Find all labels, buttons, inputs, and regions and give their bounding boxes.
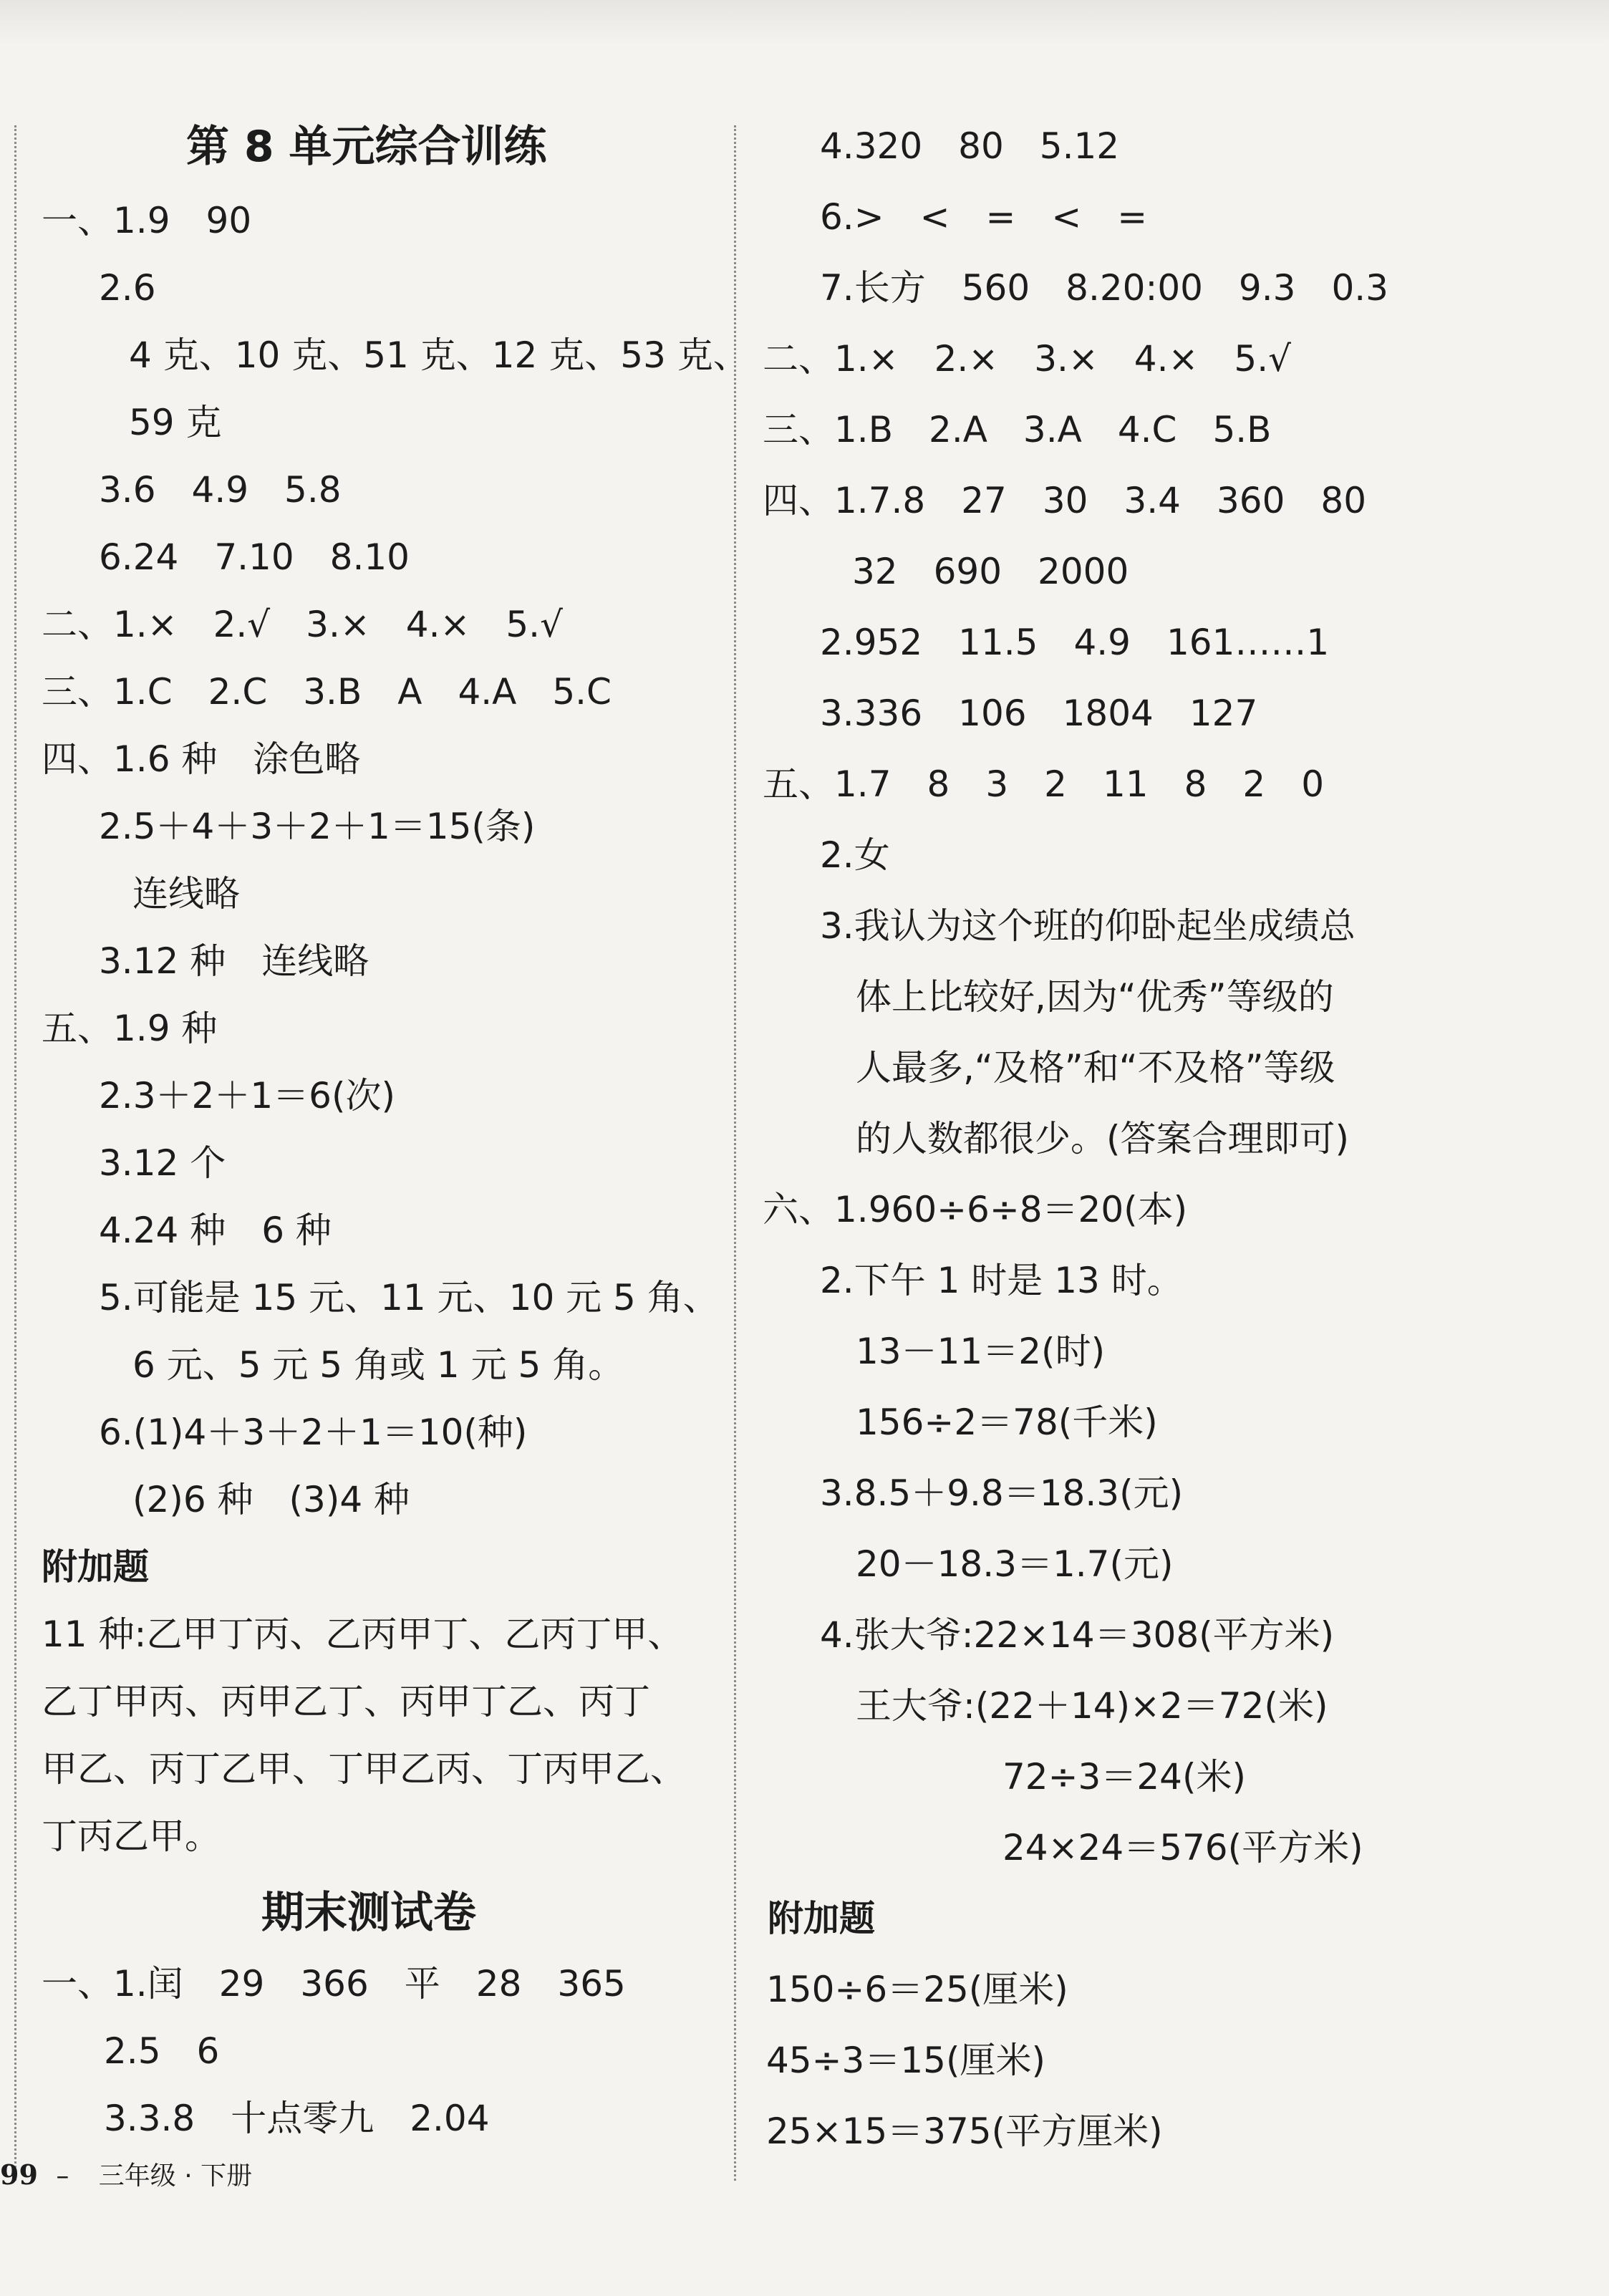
answer-line: 3.我认为这个班的仰卧起坐成绩总 <box>820 905 1356 947</box>
answer-line: 六、1.960÷6÷8＝20(本) <box>763 1189 1188 1230</box>
answer-line: 2.5＋4＋3＋2＋1＝15(条) <box>99 806 536 847</box>
answer-line: 2.952 11.5 4.9 161……1 <box>820 622 1330 663</box>
answer-line: 3.6 4.9 5.8 <box>99 469 342 511</box>
answer-line: 四、1.7.8 27 30 3.4 360 80 <box>763 480 1367 521</box>
answer-line: 三、1.B 2.A 3.A 4.C 5.B <box>763 409 1272 450</box>
answer-line: 6 元、5 元 5 角或 1 元 5 角。 <box>132 1344 624 1386</box>
answer-line: 连线略 <box>132 873 240 915</box>
page-footer <box>0 2159 252 2192</box>
answer-line: 150÷6＝25(厘米) <box>766 1969 1068 2010</box>
section-title-unit8: 第 8 单元综合训练 <box>186 122 547 172</box>
grade-label: 三年级 · 下册 <box>98 2161 253 2191</box>
answer-line: 二、1.× 2.× 3.× 4.× 5.√ <box>763 338 1291 380</box>
answer-line: 6.(1)4＋3＋2＋1＝10(种) <box>99 1412 528 1453</box>
page-number: 99 <box>0 2158 38 2191</box>
answer-line: 4 克、10 克、51 克、12 克、53 克、 <box>129 334 749 376</box>
answer-line: 的人数都很少。(答案合理即可) <box>856 1118 1350 1159</box>
answer-line: 三、1.C 2.C 3.B A 4.A 5.C <box>42 671 612 713</box>
answer-line: 3.12 种 连线略 <box>99 940 369 982</box>
answer-line: 2.女 <box>820 834 890 876</box>
answer-line: 2.下午 1 时是 13 时。 <box>820 1260 1183 1301</box>
answer-line: 6.24 7.10 8.10 <box>99 536 410 578</box>
answer-line: 2.6 <box>99 267 156 309</box>
answer-line: 一、1.闰 29 366 平 28 365 <box>42 1963 626 2005</box>
answer-line: 5.可能是 15 元、11 元、10 元 5 角、 <box>99 1277 719 1318</box>
top-shade <box>0 0 1609 43</box>
footer-dash: – <box>56 2161 69 2191</box>
answer-line: 乙丁甲丙、丙甲乙丁、丙甲丁乙、丙丁 <box>42 1681 650 1722</box>
answer-line: 59 克 <box>129 402 222 443</box>
answer-line: 20－18.3＝1.7(元) <box>856 1543 1174 1585</box>
answer-line: 3.3.8 十点零九 2.04 <box>104 2098 490 2139</box>
bonus-heading: 附加题 <box>768 1898 875 1939</box>
answer-line: 24×24＝576(平方米) <box>1002 1827 1363 1868</box>
answer-line: 7.长方 560 8.20:00 9.3 0.3 <box>820 267 1388 309</box>
answer-line: 二、1.× 2.√ 3.× 4.× 5.√ <box>42 604 563 645</box>
answer-line: (2)6 种 (3)4 种 <box>132 1479 410 1520</box>
answer-line: 甲乙、丙丁乙甲、丁甲乙丙、丁丙甲乙、 <box>42 1748 686 1790</box>
answer-line: 4.320 80 5.12 <box>820 125 1120 167</box>
answer-line: 丁丙乙甲。 <box>42 1815 221 1857</box>
answer-line: 五、1.7 8 3 2 11 8 2 0 <box>763 763 1325 805</box>
answer-line: 3.8.5＋9.8＝18.3(元) <box>820 1472 1184 1514</box>
left-margin-rule <box>14 125 16 2181</box>
answer-line: 6.> < = < = <box>820 196 1148 238</box>
answer-line: 四、1.6 种 涂色略 <box>42 738 361 780</box>
answer-line: 体上比较好,因为“优秀”等级的 <box>856 976 1334 1018</box>
answer-line: 13－11＝2(时) <box>856 1331 1106 1372</box>
answer-line: 五、1.9 种 <box>42 1008 218 1049</box>
answer-line: 人最多,“及格”和“不及格”等级 <box>856 1047 1335 1089</box>
answer-line: 25×15＝375(平方厘米) <box>766 2111 1163 2152</box>
answer-line: 45÷3＝15(厘米) <box>766 2040 1045 2081</box>
answer-line: 一、1.9 90 <box>42 200 252 241</box>
answer-line: 3.336 106 1804 127 <box>820 693 1258 734</box>
answer-line: 4.24 种 6 种 <box>99 1210 332 1251</box>
answer-line: 4.张大爷:22×14＝308(平方米) <box>820 1614 1335 1656</box>
answer-line: 156÷2＝78(千米) <box>856 1402 1158 1443</box>
bonus-heading: 附加题 <box>42 1546 149 1588</box>
answer-line: 2.5 6 <box>104 2030 220 2072</box>
answer-line: 72÷3＝24(米) <box>1002 1756 1246 1798</box>
answer-line: 11 种:乙甲丁丙、乙丙甲丁、乙丙丁甲、 <box>42 1614 684 1655</box>
column-divider <box>734 125 736 2181</box>
answer-line: 王大爷:(22＋14)×2＝72(米) <box>856 1685 1328 1727</box>
answer-line: 2.3＋2＋1＝6(次) <box>99 1075 395 1116</box>
section-title-final-test: 期末测试卷 <box>261 1888 476 1938</box>
answer-line: 32 690 2000 <box>852 551 1129 592</box>
answer-line: 3.12 个 <box>99 1142 226 1184</box>
